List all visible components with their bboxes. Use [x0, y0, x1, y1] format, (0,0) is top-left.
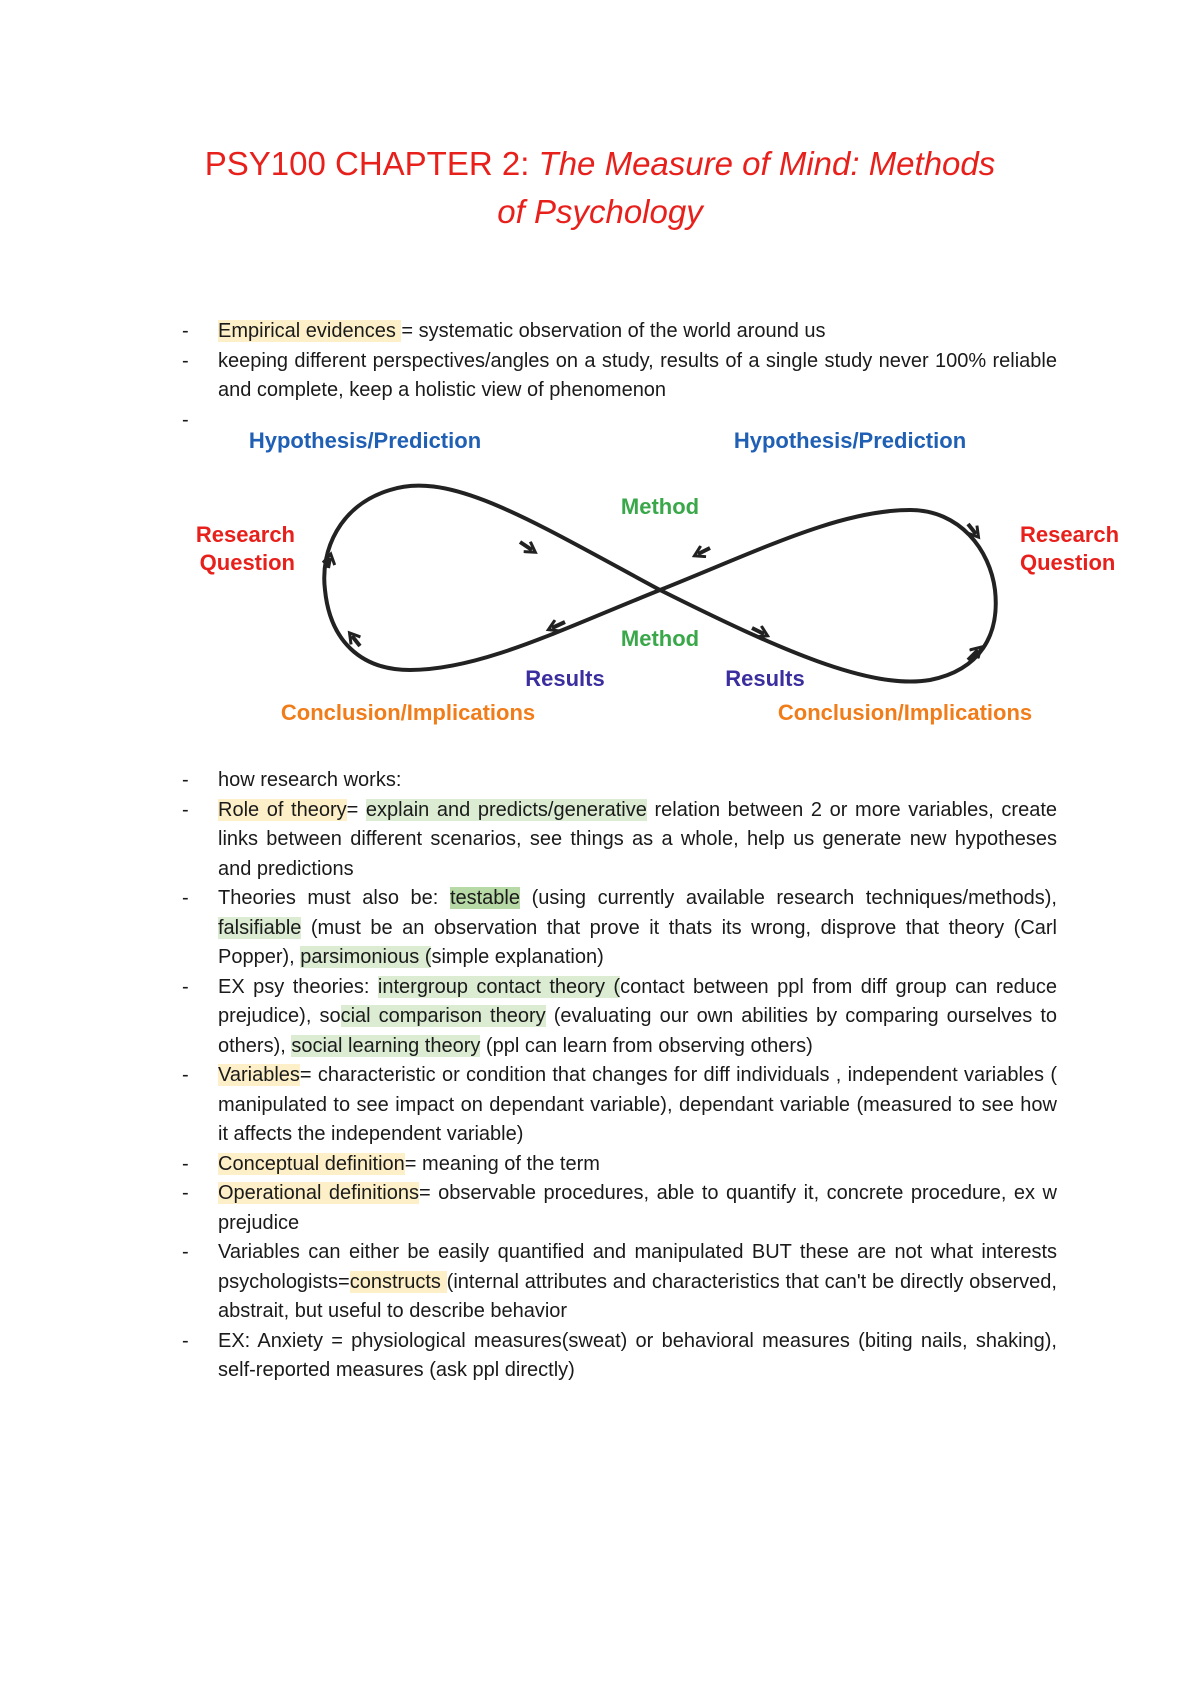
phrase-highlight: social learning theory — [291, 1034, 481, 1057]
arrow-upleft-bottom — [352, 636, 360, 646]
item-text: = systematic observation of the world around us — [401, 320, 826, 342]
list-item — [182, 347, 1057, 406]
term-highlight: Role of theory — [218, 798, 347, 821]
bullet-dash: - — [182, 408, 189, 431]
item-text: how research works: — [218, 769, 402, 791]
bullet-dash: - — [182, 1329, 189, 1352]
label-research-left-1: Research — [195, 522, 295, 547]
item-text: EX: Anxiety = physiological measures(sweat) or behavioral measures (biting nails, shaking), self-reported measures (ask ppl directly) — [218, 1329, 1057, 1381]
term-highlight: Operational definitions — [218, 1182, 419, 1204]
bullet-dash: - — [182, 1064, 189, 1086]
label-method-top: Method — [620, 494, 700, 519]
item-text: Variables can either be easily quantified and manipulated BUT these are not what interests psychologists= — [218, 1241, 1057, 1293]
list-item — [182, 1327, 1057, 1386]
notes-list-bottom — [182, 766, 1057, 1386]
arrow-up-left — [328, 558, 330, 568]
research-cycle-diagram — [195, 428, 1120, 750]
arrow-left-bottom — [552, 622, 565, 628]
item-text: simple explanation) — [431, 946, 604, 968]
item-text: (using currently available research techniques/methods), — [520, 887, 1057, 909]
bullet-dash: - — [182, 1182, 189, 1204]
title-italic-line1: The Measure of Mind: Methods — [538, 145, 996, 182]
list-item — [182, 1061, 1057, 1150]
phrase-highlight: testable — [449, 887, 520, 909]
label-results-left: Results — [525, 666, 605, 691]
item-text: EX psy theories: — [218, 975, 378, 998]
item-text: = — [346, 798, 366, 821]
item-text: = characteristic or condition that changes for diff individuals , independent variables ( manipulated to see impact on dependant variable), dependant variable (measured to see how it affects the independent variable) — [218, 1064, 1057, 1145]
label-results-right: Results — [725, 666, 805, 691]
term-highlight: Variables — [218, 1064, 300, 1086]
label-research-left-2: Question — [199, 550, 295, 575]
phrase-highlight: intergroup contact theory ( — [377, 975, 621, 998]
item-text: (internal attributes and characteristics that can't be directly observed, abstrait, but useful to describe behavior — [218, 1270, 1057, 1322]
bullet-dash: - — [182, 1241, 189, 1263]
arrow-left-top-right — [698, 548, 710, 554]
phrase-highlight: falsifiable — [218, 916, 302, 939]
list-item — [182, 1150, 1057, 1180]
list-item — [182, 766, 1057, 796]
page-title — [150, 140, 1050, 236]
list-item — [182, 884, 1057, 973]
item-text: (evaluating our own abilities by comparing ourselves to others), — [218, 1005, 1058, 1057]
list-item — [182, 1238, 1057, 1327]
bullet-dash: - — [182, 1152, 189, 1175]
label-conclusion-right: Conclusion/Implications — [777, 700, 1033, 725]
item-text: (must be an observation that prove it thats its wrong, disprove that theory (Carl Popper), — [218, 916, 1057, 968]
item-text: (ppl can learn from observing others) — [480, 1034, 813, 1057]
item-text: relation between 2 or more variables, create links between different scenarios, see things as a whole, help us generate new hypotheses and predictions — [218, 798, 1057, 880]
term-highlight: Empirical evidences — [218, 320, 402, 342]
label-hypothesis-right: Hypothesis/Prediction — [733, 428, 967, 453]
list-item — [182, 1179, 1057, 1238]
title-prefix: PSY100 CHAPTER 2: — [204, 145, 539, 182]
label-hypothesis-left: Hypothesis/Prediction — [248, 428, 482, 453]
title-italic-line2: of Psychology — [497, 193, 703, 230]
label-research-right-1: Research — [1020, 522, 1120, 547]
list-item — [182, 317, 1057, 347]
bullet-dash: - — [182, 887, 189, 909]
item-text: contact between ppl from diff group can reduce prejudice), — [218, 975, 1057, 1027]
label-research-right-2: Question — [1020, 550, 1116, 575]
arrow-right-top-left — [520, 542, 532, 550]
notes-list-top — [182, 317, 1057, 431]
list-item — [182, 796, 1057, 885]
item-text: = meaning of the term — [404, 1152, 600, 1175]
bullet-dash: - — [182, 975, 189, 998]
term-highlight: constructs — [349, 1270, 447, 1293]
item-text: so — [319, 1005, 341, 1027]
phrase-highlight: parsimonious ( — [300, 946, 432, 968]
bullet-dash: - — [182, 349, 189, 372]
bullet-dash: - — [182, 769, 189, 791]
term-highlight: Conceptual definition — [218, 1152, 405, 1175]
label-conclusion-left: Conclusion/Implications — [280, 700, 536, 725]
item-text: Theories must also be: — [218, 887, 450, 909]
phrase-highlight: explain and predicts/generative — [365, 798, 647, 821]
label-method-bottom: Method — [620, 626, 700, 651]
item-text: = observable procedures, able to quantify it, concrete procedure, ex w prejudice — [218, 1182, 1057, 1234]
bullet-dash: - — [182, 320, 189, 342]
bullet-dash: - — [182, 798, 189, 821]
item-text: keeping different perspectives/angles on a study, results of a single study never 100% reliable and complete, keep a holistic view of phenomenon — [218, 349, 1057, 401]
phrase-highlight: cial comparison theory — [340, 1005, 546, 1027]
list-item — [182, 973, 1057, 1062]
